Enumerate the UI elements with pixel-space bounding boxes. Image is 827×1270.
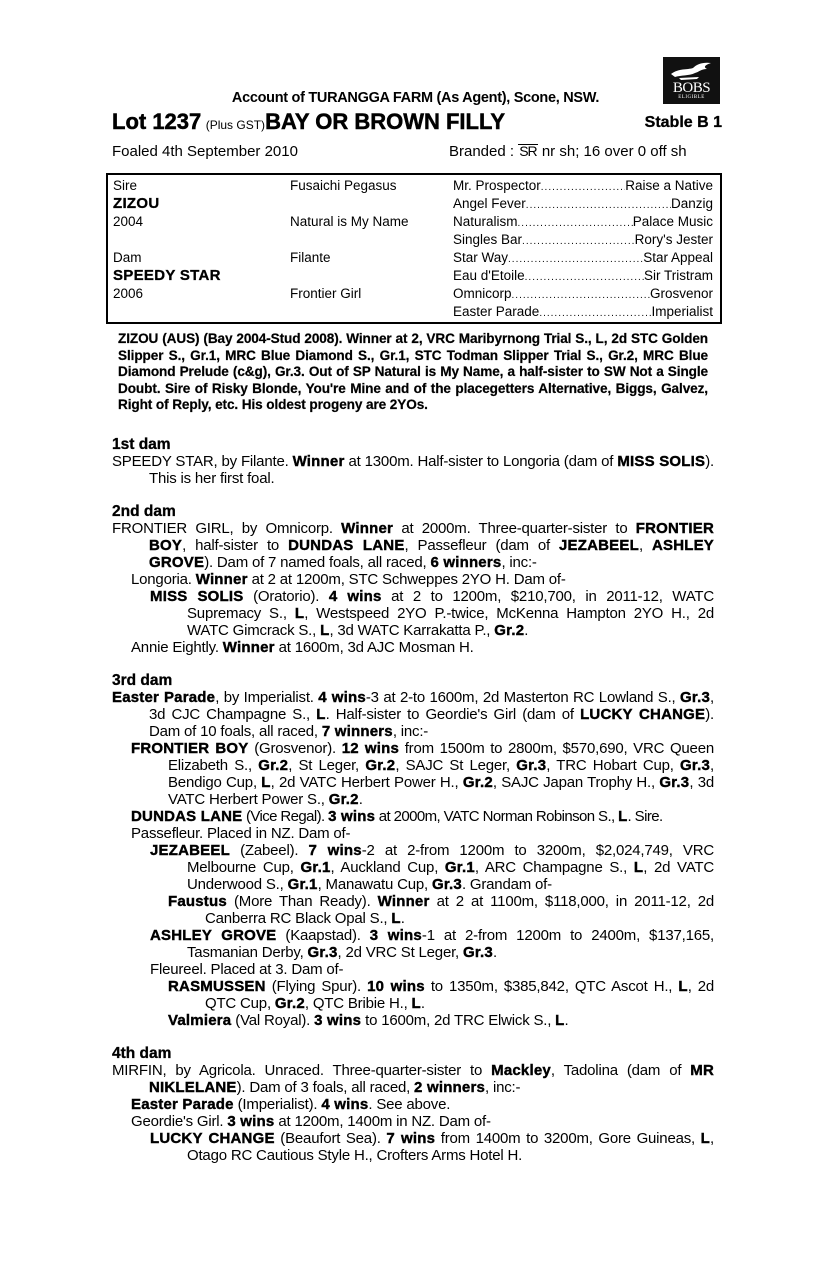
bold-text: Gr.2 bbox=[365, 757, 396, 774]
logo-subtext: ELIGIBLE bbox=[678, 95, 705, 100]
logo-text: BOBS bbox=[672, 80, 711, 96]
pedigree-entry bbox=[112, 588, 714, 639]
text: . bbox=[564, 1012, 569, 1029]
bold-text: JEZABEEL bbox=[559, 537, 639, 554]
text: . bbox=[420, 995, 425, 1012]
bold-text: L bbox=[294, 605, 305, 622]
text: at 1200m, 1400m in NZ. Dam of- bbox=[274, 1113, 491, 1130]
dot-leader bbox=[512, 285, 650, 305]
bold-text: ASHLEY GROVE bbox=[150, 927, 277, 944]
bold-text: Gr.3 bbox=[659, 774, 690, 791]
bold-text: Mackley bbox=[491, 1062, 551, 1079]
text: at 2000m. Three-quarter-sister to bbox=[393, 520, 636, 537]
bold-text: Gr.3 bbox=[462, 944, 493, 961]
text: from 1500m to 2800m, $570,690, VRC Queen Elizabeth S., bbox=[168, 740, 714, 774]
bold-text: Winner bbox=[341, 520, 394, 537]
great-grandparent-sire: Rory's Jester bbox=[634, 232, 713, 247]
pedigree-table bbox=[106, 173, 722, 324]
great-grandparent-sire: Danzig bbox=[670, 196, 713, 211]
text: (Zabeel). bbox=[229, 842, 309, 859]
section-heading: 1st dam bbox=[112, 436, 171, 453]
dot-leader bbox=[525, 267, 644, 287]
great-grandparent-sire: Palace Music bbox=[632, 214, 713, 229]
bold-text: Gr.2 bbox=[462, 774, 493, 791]
bold-text: Gr.3 bbox=[680, 689, 711, 706]
text: , Bendigo Cup, bbox=[168, 757, 714, 791]
text: at 2 at 1100m, $118,000, in 2011-12, 2d Canberra RC Black Opal S., bbox=[205, 893, 715, 927]
text: (Kaapstad). bbox=[276, 927, 370, 944]
pedigree-entry bbox=[112, 639, 714, 656]
bold-text: 3 wins bbox=[369, 927, 422, 944]
pedigree-row bbox=[108, 303, 720, 321]
great-grandparent: Easter Parade bbox=[453, 304, 540, 319]
section-heading: 3rd dam bbox=[112, 672, 173, 689]
text: (Grosvenor). bbox=[248, 740, 342, 757]
text: at 1300m. Half-sister to Longoria (dam of bbox=[344, 453, 618, 470]
text: , 2d VATC Herbert Power H., bbox=[270, 774, 463, 791]
bold-text: 4 wins bbox=[318, 689, 366, 706]
text: , TRC Hobart Cup, bbox=[546, 757, 681, 774]
text: ). Dam of 3 foals, all raced, bbox=[236, 1079, 415, 1096]
text: . bbox=[492, 944, 497, 961]
pedigree-entry bbox=[112, 978, 714, 1012]
bold-text: L bbox=[633, 859, 644, 876]
great-grandparent: Angel Fever bbox=[453, 196, 526, 211]
text: , 3d VATC Herbert Power S., bbox=[168, 774, 714, 808]
text: Geordie's Girl. bbox=[131, 1113, 228, 1130]
bold-text: L bbox=[411, 995, 421, 1012]
dam-line-notes bbox=[112, 436, 714, 1164]
bold-text: DUNDAS LANE bbox=[288, 537, 405, 554]
great-grandparents bbox=[453, 177, 713, 197]
text: -2 at 2-from 1200m to 3200m, $2,024,749, VRC Melbourne Cup, bbox=[187, 842, 714, 876]
text: , Manawatu Cup, bbox=[317, 876, 432, 893]
pedigree-entry bbox=[112, 520, 714, 571]
text: , half-sister to bbox=[182, 537, 289, 554]
pedigree-row bbox=[108, 267, 720, 285]
text: , Otago RC Cautious Style H., Crofters Arms Hotel H. bbox=[187, 1130, 715, 1164]
branded-detail: nr sh; 16 over 0 off sh bbox=[541, 143, 687, 160]
bold-text: 7 wins bbox=[386, 1130, 436, 1147]
branded-label: Branded : bbox=[449, 143, 515, 160]
bold-text: 2 winners bbox=[414, 1079, 486, 1096]
section-heading: 2nd dam bbox=[112, 503, 176, 520]
pedigree-row bbox=[108, 231, 720, 249]
bold-text: L bbox=[391, 910, 401, 927]
great-grandparent-sire: Grosvenor bbox=[649, 286, 713, 301]
text: , Passefleur (dam of bbox=[404, 537, 559, 554]
text: at 1600m, 3d AJC Mosman H. bbox=[274, 639, 474, 656]
bold-text: 6 winners bbox=[430, 554, 502, 571]
row-label: 2004 bbox=[113, 214, 144, 229]
text: . Sire. bbox=[627, 808, 663, 825]
section-heading: 4th dam bbox=[112, 1045, 172, 1062]
bold-text: L bbox=[678, 978, 688, 995]
great-grandparents bbox=[453, 213, 713, 233]
great-grandparents bbox=[453, 285, 713, 305]
pedigree-row bbox=[108, 195, 720, 213]
text: . bbox=[358, 791, 363, 808]
lot-description: BAY OR BROWN FILLY bbox=[265, 109, 506, 134]
great-grandparent: Star Way bbox=[453, 250, 509, 265]
horse-icon bbox=[669, 60, 714, 82]
text: MIRFIN, by Agricola. Unraced. Three-quarter-sister to bbox=[112, 1062, 492, 1079]
branded-info bbox=[449, 143, 687, 160]
text: at 2000m, VATC Norman Robinson S., bbox=[375, 808, 619, 825]
bold-text: Winner bbox=[195, 571, 248, 588]
pedigree-row bbox=[108, 177, 720, 195]
bold-text: Easter Parade bbox=[131, 1096, 234, 1113]
text: , Auckland Cup, bbox=[330, 859, 445, 876]
bold-text: L bbox=[316, 706, 326, 723]
bold-text: 7 winners bbox=[321, 723, 393, 740]
pedigree-entry bbox=[112, 453, 714, 487]
bold-text: 3 wins bbox=[227, 1113, 275, 1130]
text: . See above. bbox=[368, 1096, 451, 1113]
bold-text: 7 wins bbox=[308, 842, 362, 859]
grandparent: Natural is My Name bbox=[290, 214, 409, 229]
bold-text: 3 wins bbox=[314, 1012, 362, 1029]
bold-text: Gr.3 bbox=[680, 757, 711, 774]
text: (Val Royal). bbox=[231, 1012, 315, 1029]
pedigree-entry bbox=[112, 808, 714, 825]
row-label: Sire bbox=[113, 178, 138, 193]
great-grandparent: Omnicorp bbox=[453, 286, 512, 301]
text: SPEEDY STAR, by Filante. bbox=[112, 453, 293, 470]
row-label: 2006 bbox=[113, 286, 144, 301]
bold-text: 10 wins bbox=[367, 978, 425, 995]
bold-text: 12 wins bbox=[341, 740, 400, 757]
pedigree-entry bbox=[112, 1096, 714, 1113]
text: -3 at 2-to 1600m, 2d Masterton RC Lowland S., bbox=[365, 689, 681, 706]
row-label: Dam bbox=[113, 250, 142, 265]
text: ). Dam of 7 named foals, all raced, bbox=[204, 554, 431, 571]
text: , 2d VATC Underwood S., bbox=[187, 859, 714, 893]
pedigree-row bbox=[108, 285, 720, 303]
vendor-account: Account of TURANGGA FARM (As Agent), Scone, NSW. bbox=[231, 90, 600, 106]
bold-text: Gr.2 bbox=[274, 995, 305, 1012]
text: . bbox=[524, 622, 529, 639]
text: , St Leger, bbox=[288, 757, 366, 774]
text: . Half-sister to Geordie's Girl (dam of bbox=[325, 706, 581, 723]
brand-mark: SR bbox=[519, 143, 537, 159]
sire-summary: ZIZOU (AUS) (Bay 2004-Stud 2008). Winner at 2, VRC Maribyrnong Trial S., L, 2d STC Golden Slipper S., Gr.1, MRC Blue Diamond S., Gr.1, STC Todman Slipper Trial S., Gr.2, MRC Blue Diamond Prelude (c&g), Gr.3. Out of SP Natural is My Name, a half-sister to SW Not a Single Doubt. Sire of Risky Blonde, You're Mine and of the placegetters Alternative, Biggs, Galvez, Right of Reply, etc. His oldest progeny are 2YOs. bbox=[118, 331, 708, 413]
text: , inc:- bbox=[485, 1079, 521, 1096]
text: to 1350m, $385,842, QTC Ascot H., bbox=[424, 978, 679, 995]
bold-text: Gr.1 bbox=[444, 859, 475, 876]
bold-text: Gr.1 bbox=[300, 859, 331, 876]
bold-text: Gr.3 bbox=[516, 757, 547, 774]
bold-text: MISS SOLIS bbox=[150, 588, 244, 605]
pedigree-entry bbox=[112, 842, 714, 893]
grandparent: Frontier Girl bbox=[290, 286, 362, 301]
text: , ARC Champagne S., bbox=[474, 859, 634, 876]
bold-text: JEZABEEL bbox=[150, 842, 230, 859]
foaled-date: Foaled 4th September 2010 bbox=[112, 143, 298, 160]
bold-text: L bbox=[700, 1130, 711, 1147]
pedigree-row bbox=[108, 249, 720, 267]
bold-text: 4 wins bbox=[328, 588, 382, 605]
great-grandparents bbox=[453, 231, 713, 251]
text: , inc:- bbox=[501, 554, 537, 571]
text: (More Than Ready). bbox=[226, 893, 378, 910]
bold-text: 3 wins bbox=[328, 808, 376, 825]
text: (Vice Regal). bbox=[242, 808, 329, 825]
bold-text: L bbox=[618, 808, 628, 825]
bold-text: L bbox=[555, 1012, 565, 1029]
text: . Grandam of- bbox=[461, 876, 552, 893]
text: , SAJC Japan Trophy H., bbox=[492, 774, 660, 791]
bold-text: FRONTIER BOY bbox=[131, 740, 249, 757]
pedigree-entry bbox=[112, 893, 714, 927]
dot-leader bbox=[541, 177, 625, 197]
text: , Westspeed 2YO P.-twice, McKenna Hampton 2YO H., 2d WATC Gimcrack S., bbox=[187, 605, 714, 639]
bold-text: Gr.2 bbox=[328, 791, 359, 808]
text: at 2 to 1200m, $210,700, in 2011-12, WATC Supremacy S., bbox=[187, 588, 714, 622]
text: , by Imperialist. bbox=[215, 689, 319, 706]
text: ). This is her first foal. bbox=[149, 453, 714, 487]
bold-text: LUCKY CHANGE bbox=[150, 1130, 275, 1147]
bold-text: Gr.3 bbox=[431, 876, 462, 893]
great-grandparents bbox=[453, 267, 713, 287]
lot-number: Lot 1237 bbox=[112, 109, 202, 134]
text: at 2 at 1200m, STC Schweppes 2YO H. Dam of- bbox=[247, 571, 566, 588]
bold-text: MR NIKLELANE bbox=[149, 1062, 715, 1096]
text: FRONTIER GIRL, by Omnicorp. bbox=[112, 520, 342, 537]
text: , 2d QTC Cup, bbox=[205, 978, 714, 1012]
pedigree-entry bbox=[112, 1012, 714, 1029]
bold-text: 4 wins bbox=[321, 1096, 369, 1113]
great-grandparent: Naturalism bbox=[453, 214, 518, 229]
bold-text: Winner bbox=[222, 639, 275, 656]
dot-leader bbox=[539, 303, 651, 323]
bold-text: Easter Parade bbox=[112, 689, 216, 706]
dot-leader bbox=[508, 249, 643, 269]
pedigree-entry bbox=[112, 740, 714, 808]
pedigree-entry bbox=[112, 927, 714, 961]
pedigree-row bbox=[108, 213, 720, 231]
text: , inc:- bbox=[392, 723, 429, 740]
bold-text: Gr.2 bbox=[258, 757, 289, 774]
gst-note: (Plus GST) bbox=[205, 118, 266, 132]
bold-text: Faustus bbox=[168, 893, 227, 910]
text: , SAJC St Leger, bbox=[395, 757, 517, 774]
text: (Flying Spur). bbox=[265, 978, 368, 995]
great-grandparent-sire: Star Appeal bbox=[643, 250, 713, 265]
great-grandparent: Singles Bar bbox=[453, 232, 523, 247]
bold-text: L bbox=[320, 622, 330, 639]
text: , Tadolina (dam of bbox=[550, 1062, 691, 1079]
great-grandparent-sire: Imperialist bbox=[651, 304, 713, 319]
text: , bbox=[638, 537, 652, 554]
great-grandparent: Mr. Prospector bbox=[453, 178, 541, 193]
dot-leader bbox=[522, 231, 635, 251]
text: , QTC Bribie H., bbox=[304, 995, 412, 1012]
pedigree-entry bbox=[112, 689, 714, 740]
dot-leader bbox=[518, 213, 633, 233]
text: Annie Eightly. bbox=[131, 639, 223, 656]
pedigree-entry bbox=[112, 1062, 714, 1096]
bold-text: L bbox=[261, 774, 271, 791]
bold-text: FRONTIER BOY bbox=[149, 520, 714, 554]
text: to 1600m, 2d TRC Elwick S., bbox=[361, 1012, 556, 1029]
pedigree-entry bbox=[112, 571, 714, 588]
great-grandparent-sire: Raise a Native bbox=[625, 178, 713, 193]
bold-text: Gr.1 bbox=[287, 876, 318, 893]
dot-leader bbox=[526, 195, 671, 215]
bold-text: Gr.2 bbox=[494, 622, 525, 639]
bold-text: Valmiera bbox=[168, 1012, 232, 1029]
great-grandparents bbox=[453, 303, 713, 323]
stable-location: Stable B 1 bbox=[644, 114, 722, 131]
text: from 1400m to 3200m, Gore Guineas, bbox=[435, 1130, 701, 1147]
text: -1 at 2-from 1200m to 2400m, $137,165, Tasmanian Derby, bbox=[187, 927, 714, 961]
text: Passefleur. Placed in NZ. Dam of- bbox=[131, 825, 351, 842]
great-grandparents bbox=[453, 249, 713, 269]
horse-name: ZIZOU bbox=[113, 195, 160, 212]
text: , 3d WATC Karrakatta P., bbox=[329, 622, 495, 639]
text: (Oratorio). bbox=[243, 588, 329, 605]
text: , 2d VRC St Leger, bbox=[337, 944, 463, 961]
text: (Imperialist). bbox=[233, 1096, 322, 1113]
text: ). Dam of 10 foals, all raced, bbox=[149, 706, 714, 740]
bold-text: Winner bbox=[377, 893, 430, 910]
bold-text: LUCKY CHANGE bbox=[580, 706, 706, 723]
bold-text: Gr.3 bbox=[307, 944, 338, 961]
grandparent: Filante bbox=[290, 250, 331, 265]
pedigree-entry bbox=[112, 1113, 714, 1130]
pedigree-entry bbox=[112, 1130, 714, 1164]
pedigree-entry bbox=[112, 825, 714, 842]
text: Fleureel. Placed at 3. Dam of- bbox=[150, 961, 344, 978]
lot-line bbox=[112, 109, 722, 137]
bold-text: ASHLEY GROVE bbox=[149, 537, 714, 571]
text: Longoria. bbox=[131, 571, 196, 588]
text: , 3d CJC Champagne S., bbox=[149, 689, 714, 723]
great-grandparent: Eau d'Etoile bbox=[453, 268, 525, 283]
bold-text: DUNDAS LANE bbox=[131, 808, 243, 825]
text: . bbox=[400, 910, 405, 927]
horse-name: SPEEDY STAR bbox=[113, 267, 221, 284]
grandparent: Fusaichi Pegasus bbox=[290, 178, 397, 193]
pedigree-entry bbox=[112, 961, 714, 978]
great-grandparent-sire: Sir Tristram bbox=[644, 268, 713, 283]
text: (Beaufort Sea). bbox=[274, 1130, 387, 1147]
bold-text: MISS SOLIS bbox=[617, 453, 706, 470]
bold-text: Winner bbox=[292, 453, 345, 470]
bold-text: RASMUSSEN bbox=[168, 978, 266, 995]
great-grandparents bbox=[453, 195, 713, 215]
